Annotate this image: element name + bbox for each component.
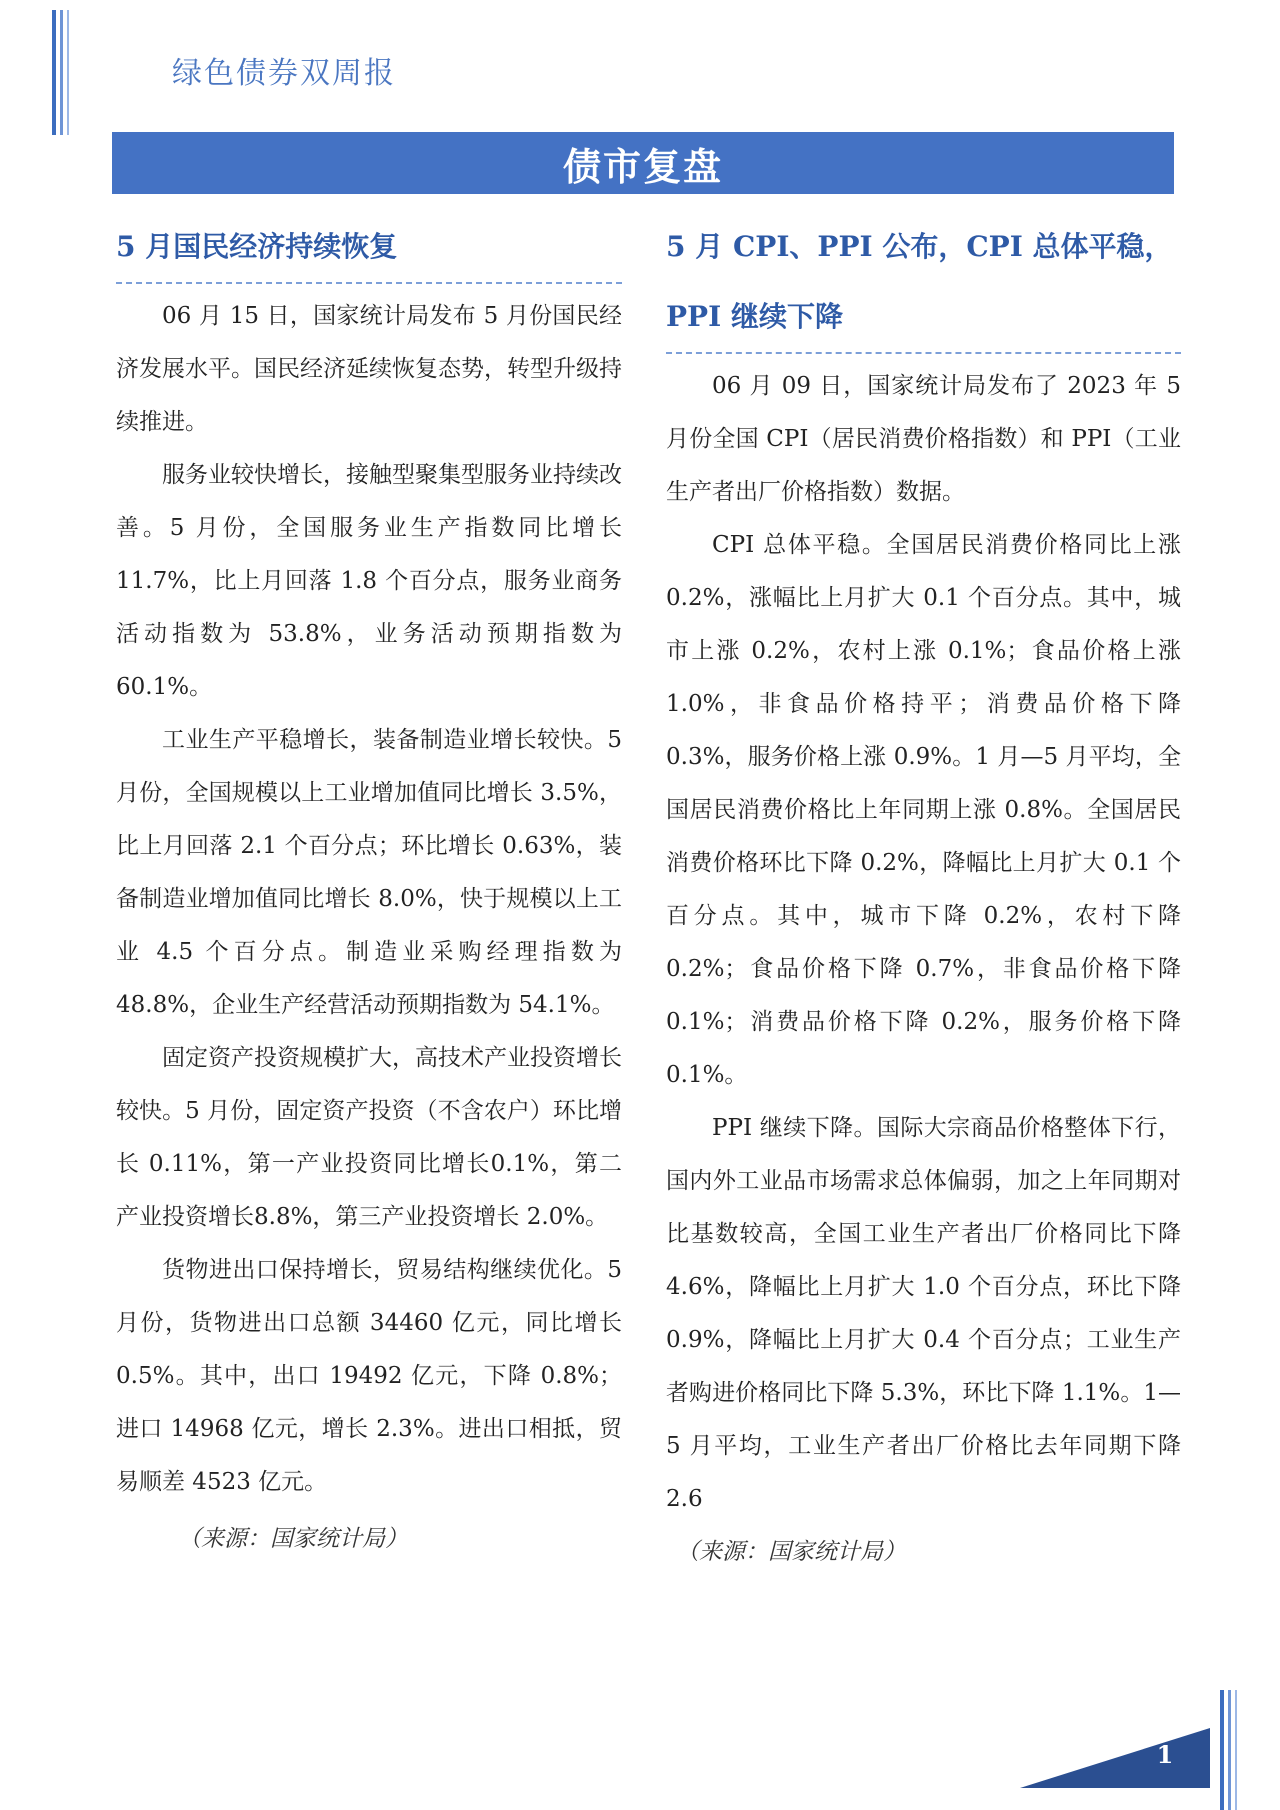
left-heading-divider — [116, 282, 622, 284]
left-paragraph: 货物进出口保持增长，贸易结构继续优化。5 月份，货物进出口总额 34460 亿元，同比增长 0.5%。其中，出口 19492 亿元，下降 0.8%；进口 14968 亿元，增长 2.3%。进出口相抵，贸易顺差 4523 亿元。 — [116, 1257, 622, 1495]
header-decoration-bars — [52, 10, 74, 135]
left-source-note: （来源：国家统计局） — [178, 1526, 408, 1552]
right-heading-divider — [666, 352, 1181, 354]
right-column — [666, 212, 1181, 1579]
left-column — [116, 212, 622, 1566]
right-source-note: （来源：国家统计局） — [676, 1539, 906, 1565]
footer-decoration-bars — [1220, 1690, 1242, 1810]
page-number: 1 — [1156, 1740, 1174, 1769]
section-banner: 债市复盘 — [112, 132, 1174, 194]
left-paragraph: 工业生产平稳增长，装备制造业增长较快。5 月份，全国规模以上工业增加值同比增长 3.5%，比上月回落 2.1 个百分点；环比增长 0.63%，装备制造业增加值同比增长 8.0%，快于规模以上工业 4.5 个百分点。制造业采购经理指数为 48.8%，企业生产经营活动预期指数为 54.1%。 — [116, 727, 622, 1018]
left-paragraph: 06 月 15 日，国家统计局发布 5 月份国民经济发展水平。国民经济延续恢复态势，转型升级持续推进。 — [116, 303, 622, 435]
right-article-heading: 5 月 CPI、PPI 公布，CPI 总体平稳，PPI 继续下降 — [666, 230, 1173, 333]
left-article-heading: 5 月国民经济持续恢复 — [116, 230, 398, 263]
left-paragraph: 服务业较快增长，接触型聚集型服务业持续改善。5 月份，全国服务业生产指数同比增长 11.7%，比上月回落 1.8 个百分点，服务业商务活动指数为 53.8%，业务活动预期指数为 60.1%。 — [116, 462, 622, 700]
report-title: 绿色债券双周报 — [172, 56, 396, 91]
right-paragraph: CPI 总体平稳。全国居民消费价格同比上涨 0.2%，涨幅比上月扩大 0.1 个百分点。其中，城市上涨 0.2%，农村上涨 0.1%；食品价格上涨 1.0%，非食品价格持平；消费品价格下降 0.3%，服务价格上涨 0.9%。1 月—5 月平均，全国居民消费价格比上年同期上涨 0.8%。全国居民消费价格环比下降 0.2%，降幅比上月扩大 0.1 个百分点。其中，城市下降 0.2%，农村下降 0.2%；食品价格下降 0.7%，非食品价格下降 0.1%；消费品价格下降 0.2%，服务价格下降 0.1%。 — [666, 532, 1181, 1088]
left-paragraph: 固定资产投资规模扩大，高技术产业投资增长较快。5 月份，固定资产投资（不含农户）环比增长 0.11%，第一产业投资同比增长0.1%，第二产业投资增长8.8%，第三产业投资增长 2.0%。 — [116, 1045, 622, 1230]
right-paragraph: 06 月 09 日，国家统计局发布了 2023 年 5 月份全国 CPI（居民消费价格指数）和 PPI（工业生产者出厂价格指数）数据。 — [666, 373, 1181, 505]
right-paragraph: PPI 继续下降。国际大宗商品价格整体下行，国内外工业品市场需求总体偏弱，加之上年同期对比基数较高，全国工业生产者出厂价格同比下降 4.6%，降幅比上月扩大 1.0 个百分点，环比下降 0.9%，降幅比上月扩大 0.4 个百分点；工业生产者购进价格同比下降 5.3%，环比下降 1.1%。1—5 月平均，工业生产者出厂价格比去年同期下降 2.6 — [666, 1115, 1181, 1512]
